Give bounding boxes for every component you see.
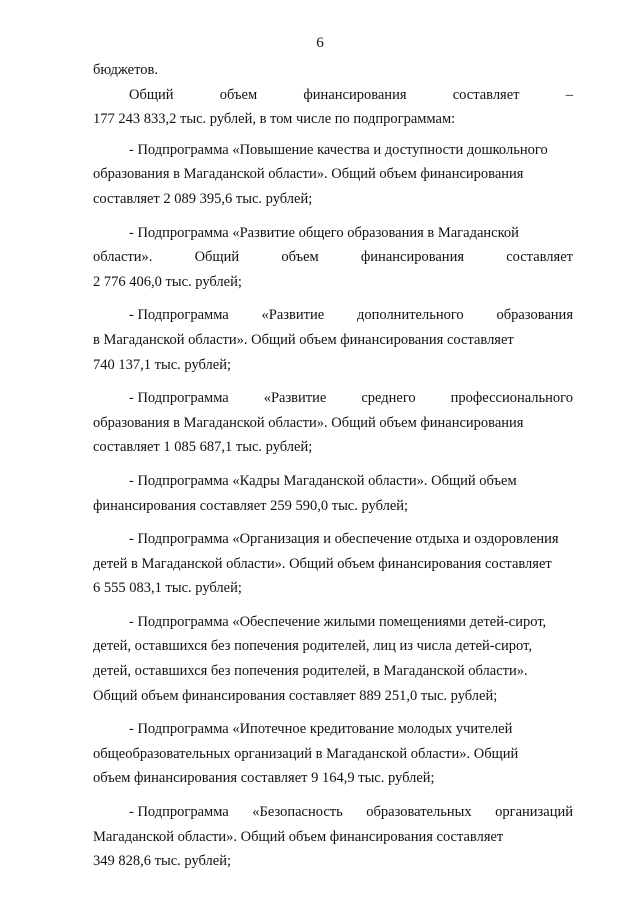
- subprogram-line: - Подпрограмма «Организация и обеспечение отдыха и оздоровления: [129, 531, 559, 548]
- subprogram-line: составляет 1 085 687,1 тыс. рублей;: [93, 439, 313, 456]
- spread-word: «Безопасность: [252, 804, 343, 821]
- subprogram-line: - Подпрограмма «Повышение качества и доступности дошкольного: [129, 141, 548, 158]
- subprogram-line: Общий объем финансирования составляет 889 251,0 тыс. рублей;: [93, 687, 498, 704]
- spread-word: Общий: [194, 249, 240, 266]
- total-financing-line: [93, 83, 573, 108]
- subprogram-personnel: [93, 469, 573, 518]
- subprogram-line: общеобразовательных организаций в Магаданской области». Общий: [93, 745, 519, 762]
- subprogram-line: составляет 2 089 395,6 тыс. рублей;: [93, 190, 313, 207]
- document-body: [93, 58, 573, 883]
- subprogram-line: 349 828,6 тыс. рублей;: [93, 853, 231, 870]
- total-word-5: –: [565, 86, 573, 103]
- page-number: 6: [316, 35, 324, 51]
- spread-word: образования: [496, 307, 573, 324]
- subprogram-line: - Подпрограмма «Ипотечное кредитование молодых учителей: [129, 721, 513, 738]
- subprogram-school-safety: [93, 800, 573, 874]
- subprogram-line: образования в Магаданской области». Общий объем финансирования: [93, 166, 524, 183]
- subprogram-line: Магаданской области». Общий объем финансирования составляет: [93, 828, 504, 845]
- subprogram-line: 2 776 406,0 тыс. рублей;: [93, 273, 242, 290]
- subprogram-children-recreation: [93, 527, 573, 601]
- subprogram-line: - Подпрограмма «Обеспечение жилыми помещениями детей-сирот,: [129, 613, 547, 630]
- subprogram-spread-line: [93, 303, 573, 328]
- spread-word: организаций: [495, 804, 573, 821]
- spread-word: среднего: [361, 390, 416, 407]
- subprogram-line: детей, оставшихся без попечения родителей, в Магаданской области».: [93, 663, 528, 680]
- subprogram-line: в Магаданской области». Общий объем финансирования составляет: [93, 331, 514, 348]
- subprogram-spread-line: [93, 245, 573, 270]
- spread-word: - Подпрограмма: [129, 307, 229, 324]
- subprogram-additional-education: [93, 303, 573, 377]
- spread-word: «Развитие: [263, 390, 327, 407]
- subprogram-general-education: [93, 221, 573, 295]
- spread-word: финансирования: [360, 249, 464, 266]
- spread-word: - Подпрограмма: [129, 390, 229, 407]
- spread-word: дополнительного: [357, 307, 464, 324]
- total-word-4: составляет: [452, 86, 520, 103]
- total-amount-line: 177 243 833,2 тыс. рублей, в том числе по подпрограммам:: [93, 111, 456, 128]
- total-word-1: Общий: [129, 86, 174, 103]
- subprogram-orphan-housing: [93, 610, 573, 708]
- subprogram-line: образования в Магаданской области». Общий объем финансирования: [93, 414, 524, 431]
- subprogram-line: - Подпрограмма «Развитие общего образования в Магаданской: [129, 224, 519, 241]
- spread-word: профессионального: [450, 390, 573, 407]
- subprogram-line: объем финансирования составляет 9 164,9 тыс. рублей;: [93, 770, 435, 787]
- subprogram-line: - Подпрограмма «Кадры Магаданской области». Общий объем: [129, 472, 517, 489]
- subprogram-spread-line: [93, 386, 573, 411]
- total-word-2: объем: [219, 86, 258, 103]
- subprogram-line: детей, оставшихся без попечения родителей, лиц из числа детей-сирот,: [93, 638, 532, 655]
- spread-word: - Подпрограмма: [129, 804, 229, 821]
- spread-word: образовательных: [366, 804, 472, 821]
- subprogram-line: детей в Магаданской области». Общий объем финансирования составляет: [93, 555, 552, 572]
- subprogram-line: 6 555 083,1 тыс. рублей;: [93, 580, 242, 597]
- subprogram-line: финансирования составляет 259 590,0 тыс. рублей;: [93, 497, 409, 514]
- spread-word: объем: [281, 249, 319, 266]
- subprogram-vocational-education: [93, 386, 573, 460]
- total-word-3: финансирования: [303, 86, 407, 103]
- spread-word: «Развитие: [261, 307, 325, 324]
- subprogram-preschool: [93, 138, 573, 212]
- continuation-text: бюджетов.: [93, 62, 158, 78]
- subprogram-teacher-mortgage: [93, 717, 573, 791]
- intro-paragraph: [93, 58, 573, 132]
- spread-word: области».: [93, 249, 153, 266]
- spread-word: составляет: [506, 249, 573, 266]
- subprogram-line: 740 137,1 тыс. рублей;: [93, 356, 231, 373]
- subprogram-spread-line: [93, 800, 573, 825]
